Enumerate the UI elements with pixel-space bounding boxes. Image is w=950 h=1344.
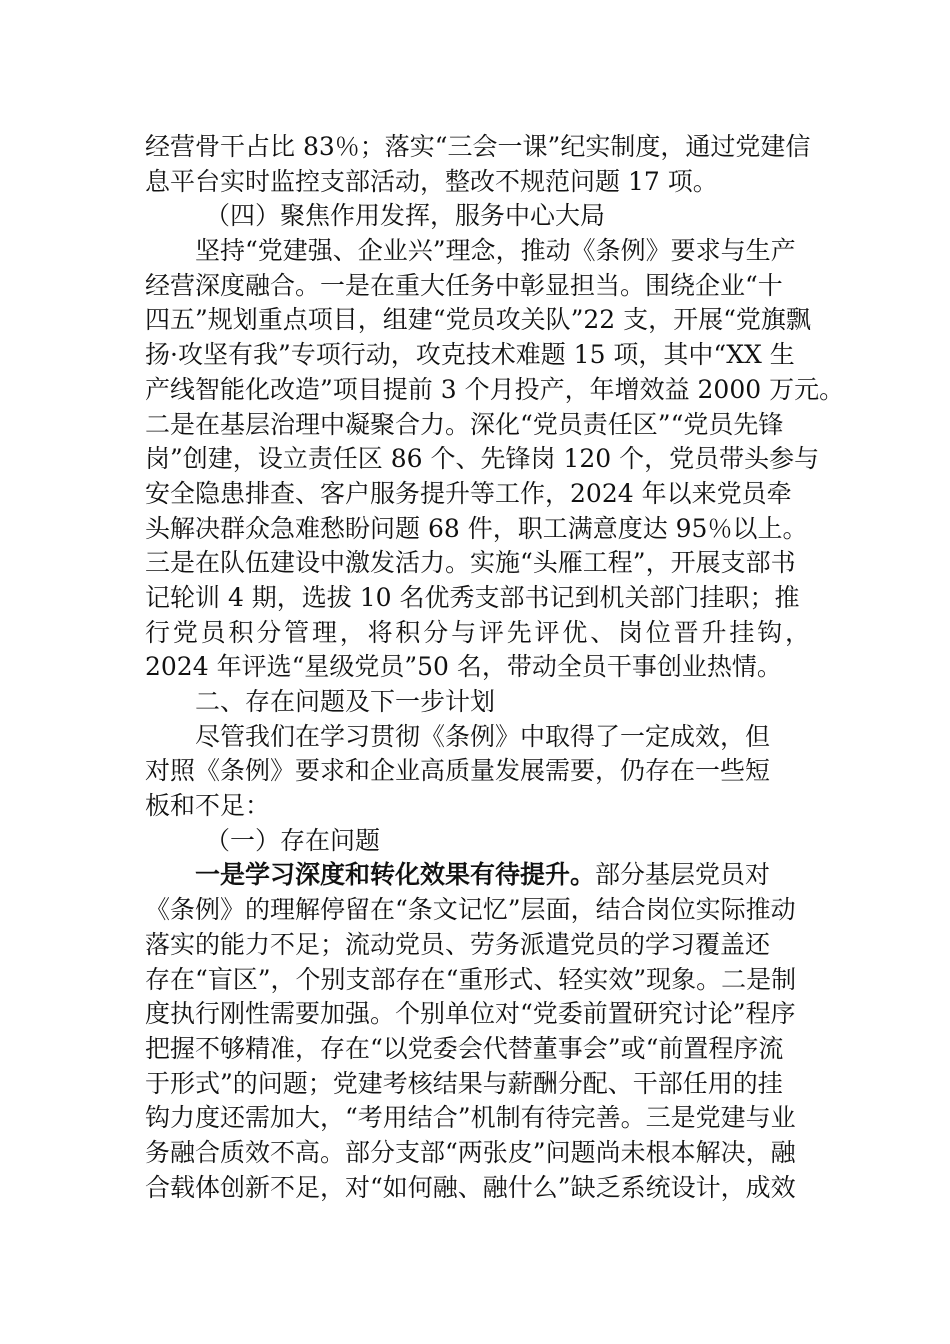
body-line: 二是在基层治理中凝聚合力。深化“党员责任区”“党员先锋 bbox=[145, 409, 784, 439]
body-line: 2024 年评选“星级党员”50 名，带动全员干事创业热情。 bbox=[145, 652, 782, 682]
body-line: 务融合质效不高。部分支部“两张皮”问题尚未根本解决，融 bbox=[145, 1137, 796, 1167]
body-line: 钩力度还需加大，“考用结合”机制有待完善。三是党建与业 bbox=[145, 1103, 796, 1133]
body-line: 记轮训 4 期，选拔 10 名优秀支部书记到机关部门挂职；推 bbox=[145, 582, 800, 612]
body-line: 行党员积分管理，将积分与评先评优、岗位晋升挂钩， bbox=[145, 617, 810, 647]
body-line: 三是在队伍建设中激发活力。实施“头雁工程”，开展支部书 bbox=[145, 548, 796, 578]
paragraph-start-line: 尽管我们在学习贯彻《条例》中取得了一定成效，但 bbox=[195, 721, 771, 751]
subsection-heading: （一）存在问题 bbox=[205, 825, 381, 855]
body-line: 安全隐患排查、客户服务提升等工作，2024 年以来党员牵 bbox=[145, 478, 792, 508]
body-text: 部分基层党员对 bbox=[595, 860, 771, 890]
body-line: 《条例》的理解停留在“条文记忆”层面，结合岗位实际推动 bbox=[145, 895, 796, 925]
body-line: 板和不足： bbox=[145, 791, 271, 821]
body-line: 把握不够精准，存在“以党委会代替董事会”或“前置程序流 bbox=[145, 1033, 784, 1063]
body-line: 于形式”的问题；党建考核结果与薪酬分配、干部任用的挂 bbox=[145, 1068, 783, 1098]
bold-lead-sentence: 一是学习深度和转化效果有待提升。 bbox=[195, 860, 596, 890]
section-heading: 二、存在问题及下一步计划 bbox=[195, 687, 496, 716]
body-line: 合载体创新不足，对“如何融、融什么”缺乏系统设计，成效 bbox=[145, 1172, 796, 1202]
paragraph-start-line bbox=[145, 858, 810, 893]
body-line: 产线智能化改造”项目提前 3 个月投产，年增效益 2000 万元。 bbox=[145, 374, 845, 404]
body-line: 头解决群众急难愁盼问题 68 件，职工满意度达 95％以上。 bbox=[145, 513, 808, 543]
section-heading: （四）聚焦作用发挥，服务中心大局 bbox=[205, 201, 606, 231]
body-line: 度执行刚性需要加强。个别单位对“党委前置研究讨论”程序 bbox=[145, 999, 796, 1029]
body-line: 四五”规划重点项目，组建“党员攻关队”22 支，开展“党旗飘 bbox=[145, 305, 811, 335]
body-line: 岗”创建，设立责任区 86 个、先锋岗 120 个，党员带头参与 bbox=[145, 444, 820, 474]
body-line: 对照《条例》要求和企业高质量发展需要，仍存在一些短 bbox=[145, 756, 771, 786]
body-line: 经营骨干占比 83％；落实“三会一课”纪实制度，通过党建信 bbox=[145, 132, 811, 161]
paragraph-start-line: 坚持“党建强、企业兴”理念，推动《条例》要求与生产 bbox=[195, 236, 796, 266]
body-line: 息平台实时监控支部活动，整改不规范问题 17 项。 bbox=[145, 166, 718, 196]
body-line: 经营深度融合。一是在重大任务中彰显担当。围绕企业“十 bbox=[145, 270, 783, 300]
body-line: 存在“盲区”，个别支部存在“重形式、轻实效”现象。二是制 bbox=[145, 964, 797, 994]
document-body bbox=[145, 130, 845, 1205]
body-line: 落实的能力不足；流动党员、劳务派遣党员的学习覆盖还 bbox=[145, 929, 771, 959]
body-line: 扬·攻坚有我”专项行动，攻克技术难题 15 项，其中“XX 生 bbox=[145, 340, 795, 370]
